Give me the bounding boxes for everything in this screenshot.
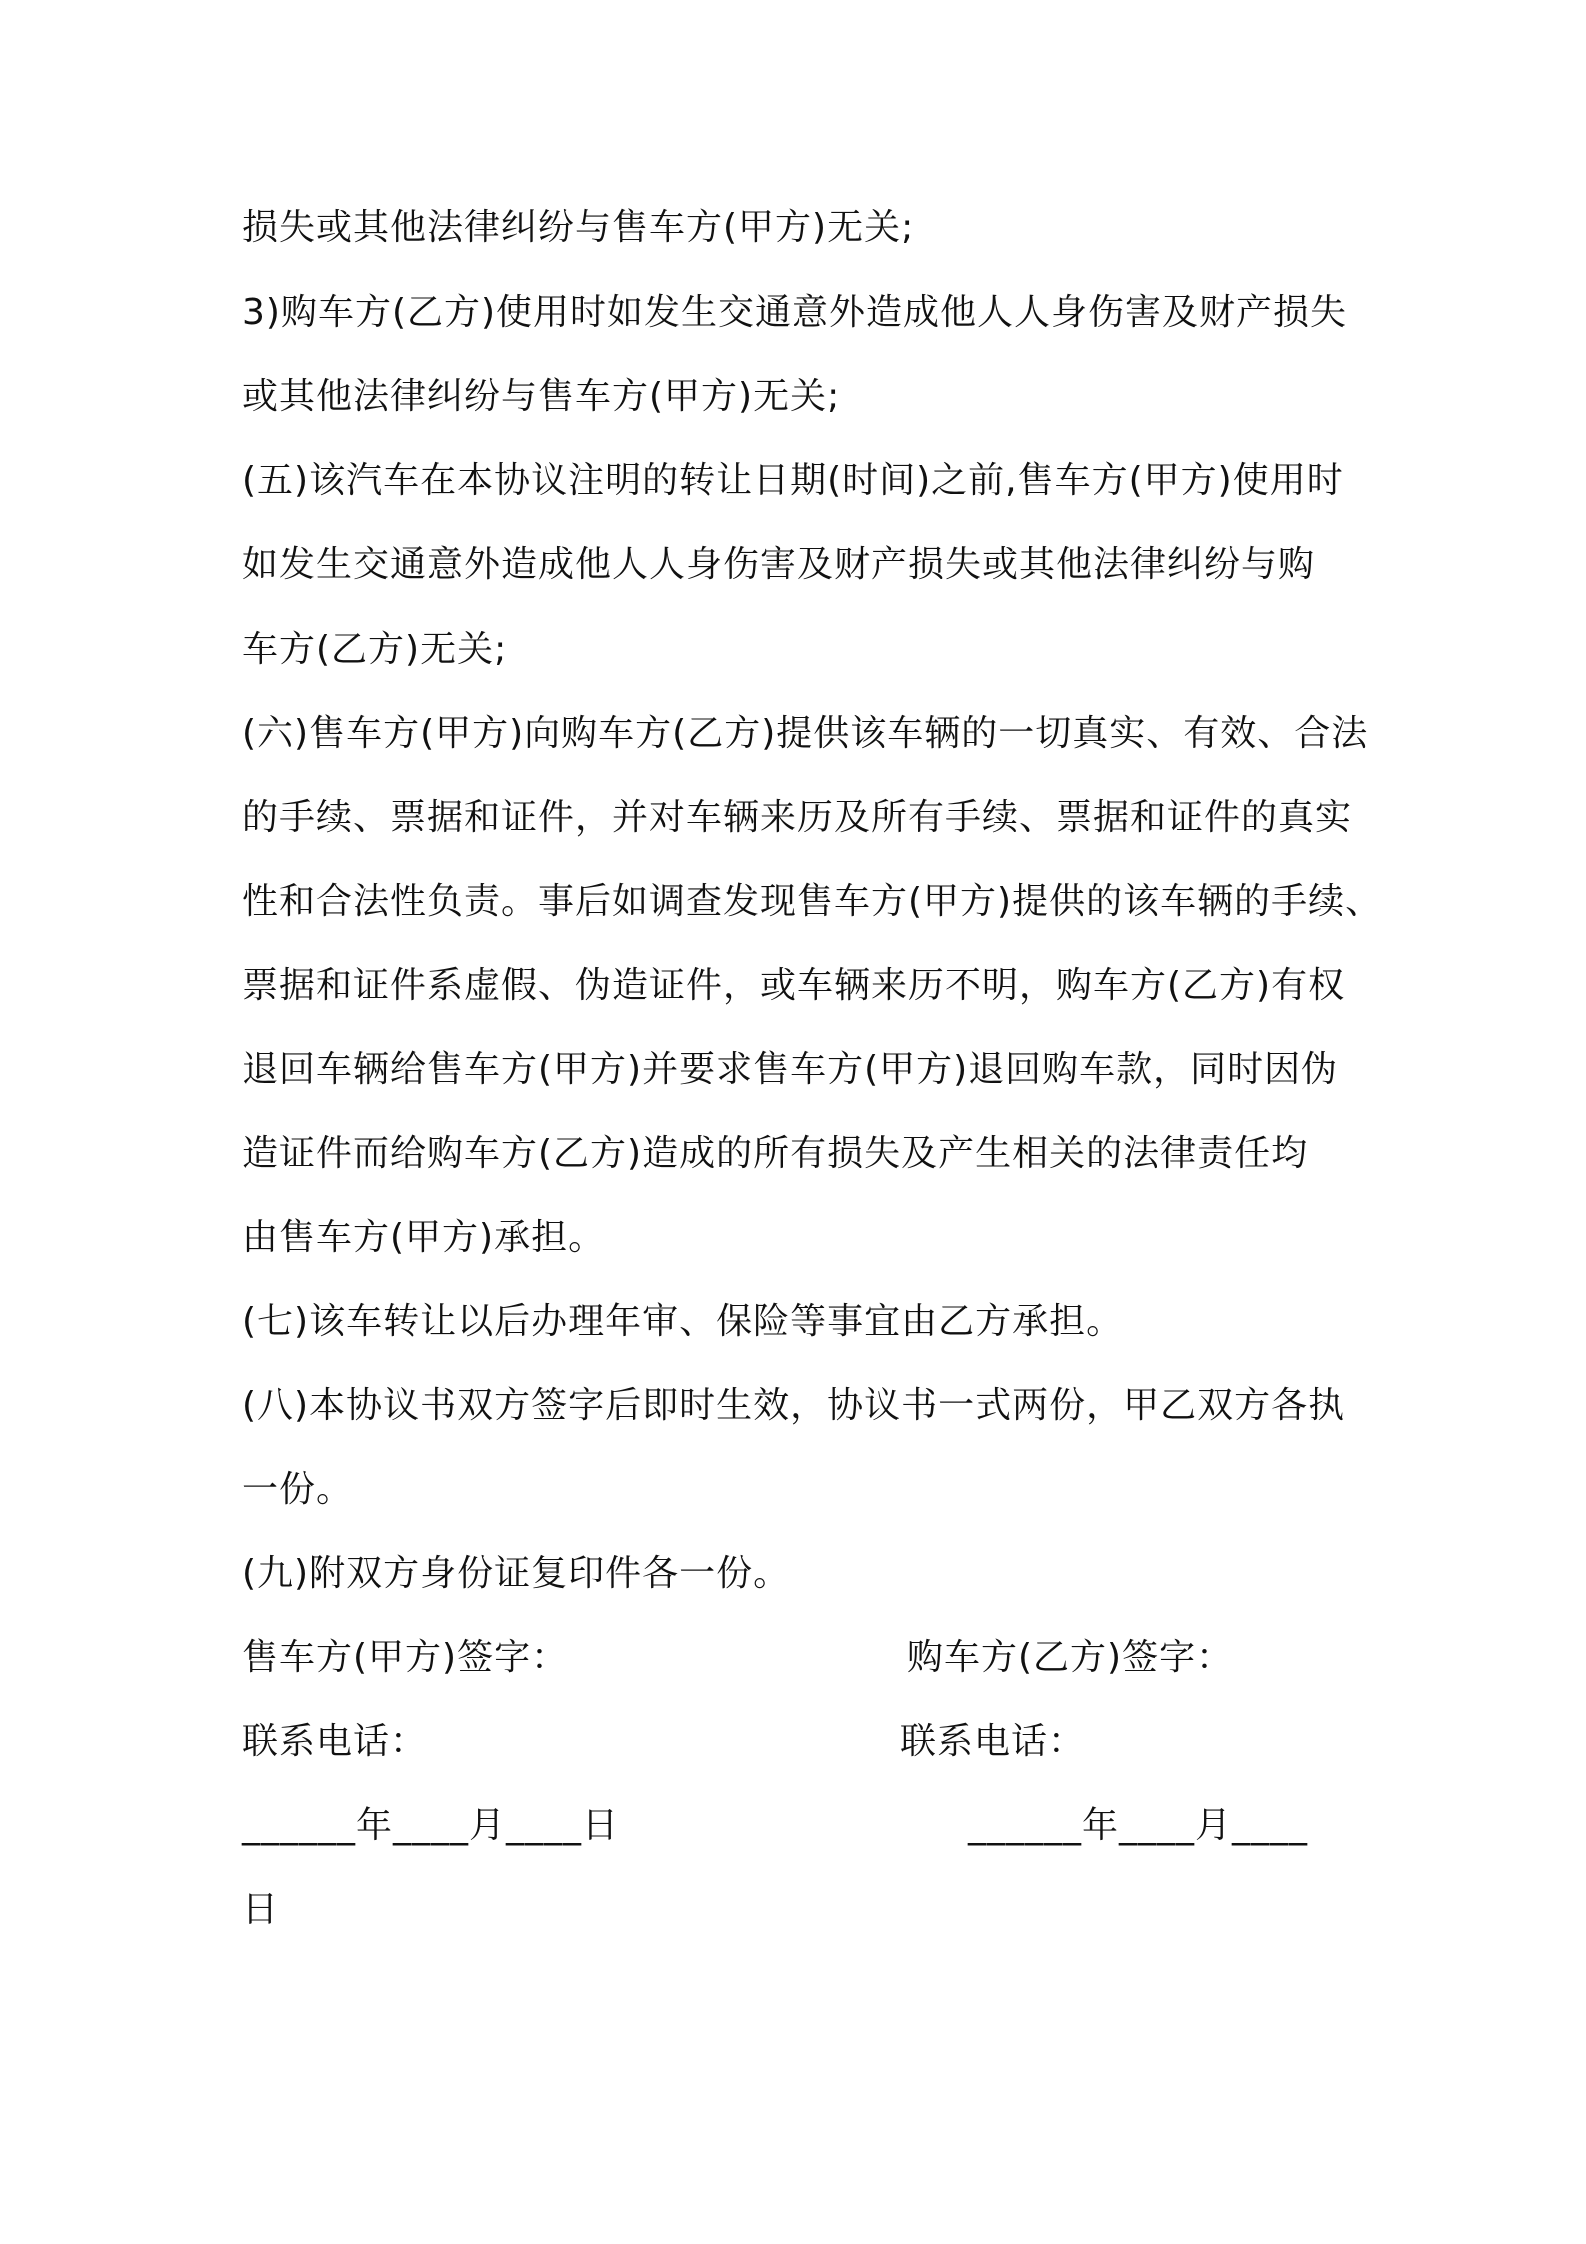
seller-phone-label: 联系电话：	[242, 1721, 428, 1762]
paragraph-line: 或其他法律纠纷与售车方(甲方)无关;	[242, 376, 841, 417]
paragraph-line: 票据和证件系虚假、伪造证件，或车辆来历不明，购车方(乙方)有权	[242, 965, 1346, 1006]
paragraph-line: (六)售车方(甲方)向购车方(乙方)提供该车辆的一切真实、有效、合法	[242, 713, 1369, 754]
paragraph-line: 损失或其他法律纠纷与售车方(甲方)无关;	[242, 207, 915, 248]
paragraph-line: (九)附双方身份证复印件各一份。	[242, 1553, 791, 1594]
paragraph-line: 退回车辆给售车方(甲方)并要求售车方(甲方)退回购车款，同时因伪	[242, 1049, 1339, 1090]
buyer-date-day: 日	[242, 1889, 280, 1930]
seller-signature-label: 售车方(甲方)签字：	[242, 1637, 569, 1678]
paragraph-line: (七)该车转让以后办理年审、保险等事宜由乙方承担。	[242, 1301, 1124, 1342]
paragraph-line: (八)本协议书双方签字后即时生效，协议书一式两份，甲乙双方各执	[242, 1385, 1346, 1426]
paragraph-line: 由售车方(甲方)承担。	[242, 1217, 606, 1258]
paragraph-line: 如发生交通意外造成他人人身伤害及财产损失或其他法律纠纷与购	[242, 544, 1316, 585]
buyer-signature-label: 购车方(乙方)签字：	[907, 1637, 1234, 1678]
buyer-phone-label: 联系电话：	[900, 1721, 1086, 1762]
paragraph-line: 车方(乙方)无关;	[242, 629, 508, 670]
paragraph-line: (五)该汽车在本协议注明的转让日期(时间)之前,售车方(甲方)使用时	[242, 460, 1344, 501]
paragraph-line: 造证件而给购车方(乙方)造成的所有损失及产生相关的法律责任均	[242, 1133, 1309, 1174]
paragraph-line: 性和合法性负责。事后如调查发现售车方(甲方)提供的该车辆的手续、	[242, 881, 1383, 922]
seller-date-line: ______年____月____日	[242, 1805, 620, 1846]
paragraph-line: 3)购车方(乙方)使用时如发生交通意外造成他人人身伤害及财产损失	[242, 292, 1348, 333]
paragraph-line: 的手续、票据和证件，并对车辆来历及所有手续、票据和证件的真实	[242, 797, 1353, 838]
buyer-date-line: ______年____月____	[968, 1805, 1309, 1846]
paragraph-line: 一份。	[242, 1469, 354, 1510]
